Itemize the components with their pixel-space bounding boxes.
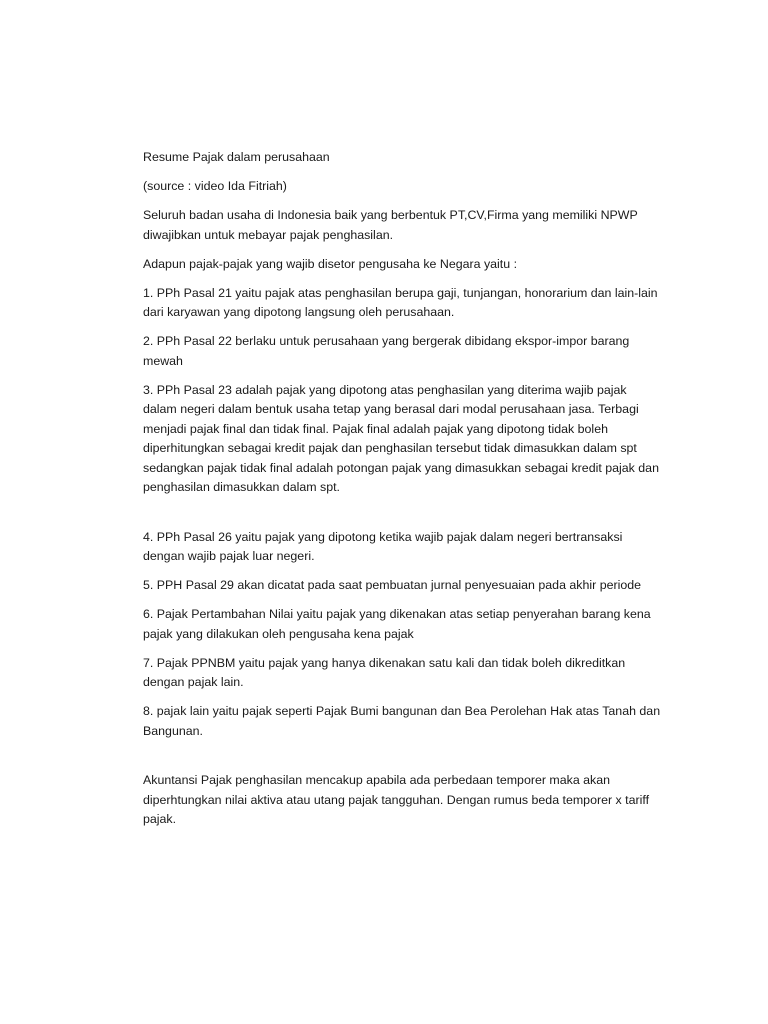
list-item-pph29: 5. PPH Pasal 29 akan dicatat pada saat pembuatan jurnal penyesuaian pada akhir periode: [143, 578, 642, 592]
list-item-pph21: 1. PPh Pasal 21 yaitu pajak atas penghasilan berupa gaji, tunjangan, honorarium dan lain-lain dari karyawan yang dipotong langsung oleh perusahaan.: [143, 285, 658, 319]
source-line: (source : video Ida Fitriah): [143, 179, 287, 193]
lead-paragraph: Adapun pajak-pajak yang wajib disetor pengusaha ke Negara yaitu :: [143, 256, 518, 271]
list-item-ppn: 6. Pajak Pertambahan Nilai yaitu pajak yang dikenakan atas setiap penyerahan barang kena pajak yang dilakukan oleh pengusaha kena pajak: [143, 607, 651, 641]
intro-paragraph: Seluruh badan usaha di Indonesia baik yang berbentuk PT,CV,Firma yang memiliki NPWP diwajibkan untuk mebayar pajak penghasilan.: [143, 208, 638, 242]
list-item-other-taxes: 8. pajak lain yaitu pajak seperti Pajak Bumi bangunan dan Bea Perolehan Hak atas Tanah dan Bangunan.: [143, 704, 661, 738]
list-item-ppnbm: 7. Pajak PPNBM yaitu pajak yang hanya dikenakan satu kali dan tidak boleh dikreditkan dengan pajak lain.: [143, 655, 626, 689]
list-item-pph22: 2. PPh Pasal 22 berlaku untuk perusahaan yang bergerak dibidang ekspor-impor barang mewah: [143, 334, 630, 368]
list-item-pph23: 3. PPh Pasal 23 adalah pajak yang dipotong atas penghasilan yang diterima wajib pajak dalam negeri dalam bentuk usaha tetap yang berasal dari modal perusahaan jasa. Terbagi menjadi pajak final dan tidak final. Pajak final adalah pajak yang dipotong tidak boleh diperhitungkan sebagai kredit pajak dan penghasilan tersebut tidak dimasukkan dalam spt sedangkan pajak tidak final adalah potongan pajak yang dimasukkan sebagai kredit pajak dan penghasilan dimasukkan dalam spt.: [143, 382, 659, 494]
document-body: [143, 148, 663, 830]
closing-paragraph: Akuntansi Pajak penghasilan mencakup apabila ada perbedaan temporer maka akan diperhtungkan nilai aktiva atau utang pajak tangguhan. Dengan rumus beda temporer x tariff pajak.: [143, 773, 650, 826]
list-item-pph26: 4. PPh Pasal 26 yaitu pajak yang dipotong ketika wajib pajak dalam negeri bertransaksi dengan wajib pajak luar negeri.: [143, 529, 623, 563]
document-title: Resume Pajak dalam perusahaan: [143, 150, 330, 164]
